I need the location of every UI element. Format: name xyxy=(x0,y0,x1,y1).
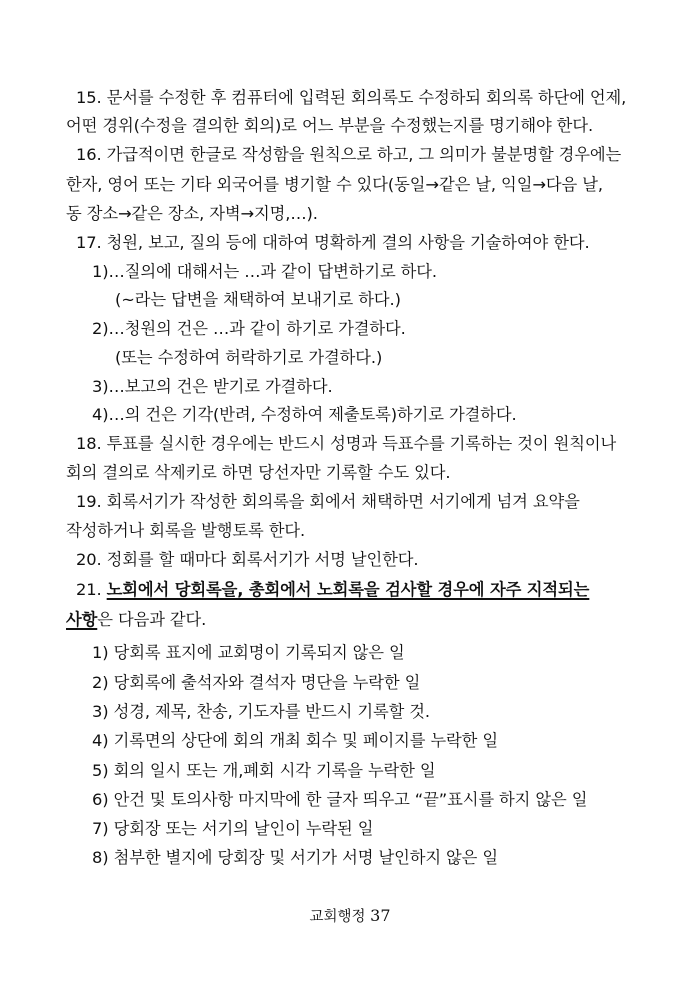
item-21-number: 21. xyxy=(76,580,107,599)
item-21-list-7: 7) 당회장 또는 서기의 날인이 누락된 일 xyxy=(92,819,374,838)
item-16-line-1: 16. 가급적이면 한글로 작성함을 원칙으로 하고, 그 의미가 불분명할 경우에는 xyxy=(76,145,622,164)
item-21-line-2 xyxy=(66,610,206,630)
item-17-sub-1: 1)…질의에 대해서는 …과 같이 답변하기로 하다. xyxy=(92,262,437,281)
item-16-line-3: 동 장소→같은 장소, 자벽→지명,…). xyxy=(66,204,318,223)
page-footer xyxy=(0,906,700,927)
item-21-list-3: 3) 성경, 제목, 찬송, 기도자를 반드시 기록할 것. xyxy=(92,702,431,721)
item-21-list-4: 4) 기록면의 상단에 회의 개최 회수 및 페이지를 누락한 일 xyxy=(92,731,499,750)
footer-title: 교회행정 xyxy=(309,909,366,925)
item-21-list-6: 6) 안건 및 토의사항 마지막에 한 글자 띄우고 “끝”표시를 하지 않은 일 xyxy=(92,790,588,809)
page-number: 37 xyxy=(370,906,391,925)
item-18-line-2: 회의 결의로 삭제키로 하면 당선자만 기록할 수도 있다. xyxy=(66,463,451,482)
item-19-line-2: 작성하거나 회록을 발행토록 한다. xyxy=(66,521,306,540)
item-17-sub-2: 2)…청원의 건은 …과 같이 하기로 가결하다. xyxy=(92,319,406,338)
item-19-line-1: 19. 회록서기가 작성한 회의록을 회에서 채택하면 서기에게 넘겨 요약을 xyxy=(76,492,580,511)
item-21-list-8: 8) 첨부한 별지에 당회장 및 서기가 서명 날인하지 않은 일 xyxy=(92,848,499,867)
item-21-list-2: 2) 당회록에 출석자와 결석자 명단을 누락한 일 xyxy=(92,673,421,692)
item-21-list-1: 1) 당회록 표지에 교회명이 기록되지 않은 일 xyxy=(92,643,405,662)
item-20-line: 20. 정회를 할 때마다 회록서기가 서명 날인한다. xyxy=(76,550,419,569)
item-15-line-1: 15. 문서를 수정한 후 컴퓨터에 입력된 회의록도 수정하되 회의록 하단에 언제, xyxy=(76,88,627,107)
item-21-line-1 xyxy=(76,580,589,600)
item-21-heading-part-2: 사항 xyxy=(66,610,98,629)
item-21-list-5: 5) 회의 일시 또는 개,폐회 시각 기록을 누락한 일 xyxy=(92,761,436,780)
item-17-sub-2-note: (또는 수정하여 허락하기로 가결하다.) xyxy=(115,348,383,367)
item-17-sub-1-note: (~라는 답변을 채택하여 보내기로 하다.) xyxy=(115,290,401,309)
item-17-sub-3: 3)…보고의 건은 받기로 가결하다. xyxy=(92,377,333,396)
item-17-line-1: 17. 청원, 보고, 질의 등에 대하여 명확하게 결의 사항을 기술하여야 한다. xyxy=(76,233,590,252)
item-17-sub-4: 4)…의 건은 기각(반려, 수정하여 제출토록)하기로 가결하다. xyxy=(92,405,517,424)
item-16-line-2: 한자, 영어 또는 기타 외국어를 병기할 수 있다(동일→같은 날, 익일→다음 날, xyxy=(66,175,603,194)
item-15-line-2: 어떤 경위(수정을 결의한 회의)로 어느 부분을 수정했는지를 명기해야 한다. xyxy=(66,116,594,135)
item-21-heading-part-1: 노회에서 당회록을, 총회에서 노회록을 검사할 경우에 자주 지적되는 xyxy=(106,580,590,599)
item-21-heading-rest: 은 다음과 같다. xyxy=(97,610,207,629)
item-18-line-1: 18. 투표를 실시한 경우에는 반드시 성명과 득표수를 기록하는 것이 원칙이나 xyxy=(76,434,617,453)
